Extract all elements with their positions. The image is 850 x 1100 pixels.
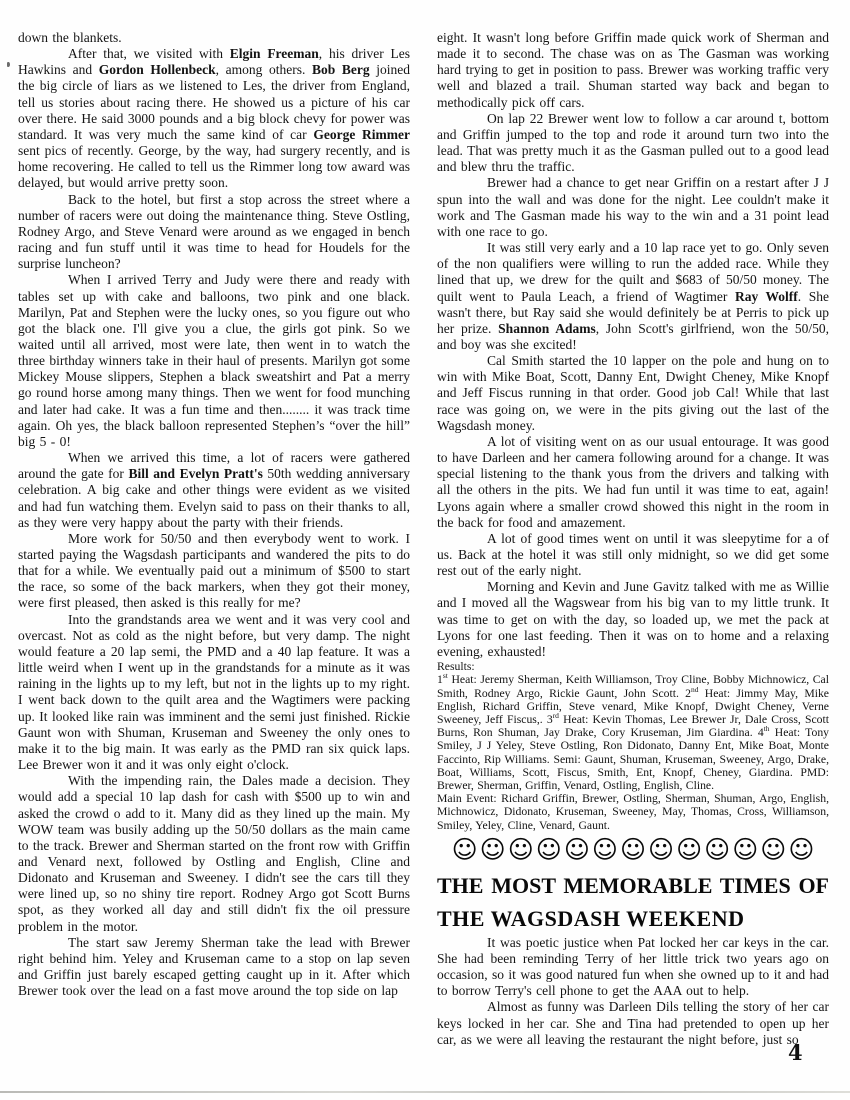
smiley-icon: ☺: [619, 834, 647, 864]
body-paragraph: eight. It wasn't long before Griffin made quick work of Sherman and made it to second. The chase was on as The Gasman was working hard trying to get in position to pass. Brewer was working traffic very well and blazed a trail. Shuman started way back and began to methodically pick off cars.: [437, 30, 829, 110]
page-number: 4: [788, 1040, 803, 1065]
smiley-icon: ☺: [676, 834, 703, 864]
section-heading: [437, 869, 829, 935]
body-paragraph: Into the grandstands area we went and it was very cool and overcast. Not as cold as the night before, but very damp. The night would feature a 20 lap semi, the PMD and a 40 lap feature. It was a little weird when I went up in the grandstands for a minute as it was raining in the lights up to my left, but not in the lights up to my right. I went back down to the quilt area and the Wagtimers were packing up. It looked like rain was imminent and the semi just finished. Rickie Gaunt won with Shuman, Kruseman and Sweeney the only ones to make it to the big main. It was early as the PMD ran six quick laps. Lee Brewer won it and it was only eight o'clock.: [18, 611, 410, 773]
results-main-event: Main Event: Richard Griffin, Brewer, Ostling, Sherman, Shuman, Argo, English, Michnowicz, Didonato, Kruseman, Sweeney, May, Thomas, Cross, Williamson, Smiley, Yeley, Cline, Venard, Gaunt.: [437, 792, 829, 832]
body-paragraph: After that, we visited with Elgin Freeman, his driver Les Hawkins and Gordon Hollenbeck, among others. Bob Berg joined the big circle of liars as we listened to Les, the driver from England, tell us stories about racing there. He showed us a picture of his car over there. He said 3000 pounds and a big block chevy for power was standard. It was very much the same kind of car George Rimmer sent pics of recently. George, by the way, had surgery recently, and is home recovering. He called to tell us the Rimmer long tow award was delayed, but would arrive pretty soon.: [18, 46, 411, 191]
smiley-icon: ☺: [788, 834, 815, 864]
section-heading-line: THE WAGSDASH WEEKEND: [437, 905, 745, 931]
body-paragraph: A lot of visiting went on as our usual entourage. It was good to have Darleen and her camera following around for a change. It was special listening to the thank yous from the drivers and talking with all the others in the pits. We had fun until it was time to eat, again! Lyons again where a smaller crowd showed this night in the room in the back for food and amazement.: [437, 433, 829, 530]
smiley-icon: ☺: [591, 834, 618, 864]
body-paragraph: When we arrived this time, a lot of racers were gathered around the gate for Bill and Evelyn Pratt's 50th wedding anniversary celebration. A big cake and other things were evident as we visited and had fun watching them. Evelyn said to pass on their thanks to all, as they were very happy about the party with their friends.: [18, 450, 411, 530]
smiley-icon: ☺: [479, 834, 506, 864]
body-paragraph: It was poetic justice when Pat locked her car keys in the car. She had been reminding Terry of her little trick two years ago on occasion, so it was good natured fun when she owned up to it and had to borrow Terry's cell phone to get the AAA out to help.: [437, 934, 829, 999]
scan-artifact-dot: [7, 62, 10, 67]
results-heading: Results:: [437, 660, 475, 674]
body-paragraph: When I arrived Terry and Judy were there and ready with tables set up with cake and balloons, two pink and one black. Marilyn, Pat and Stephen were the lucky ones, so you figure out who got the black one. I'll give you a clue, the girls got pink. So we waited until all arrived, most were late, then went in to watch the three birthday winners take in their haul of presents. Marilyn got some Mickey Mouse slippers, Stephen a black sweatshirt and Pat a merry go round horse among many things. Then we went for food munching and later had cake. It was a fun time and then........ it was track time again. Oh yes, the black balloon represented Stephen’s “over the hill” big 5 - 0!: [18, 272, 410, 449]
smiley-icon: ☺: [704, 834, 731, 864]
body-paragraph: Brewer had a chance to get near Griffin on a restart after J J spun into the wall and was done for the night. Lee couldn't make it work and The Gasman made his way to the win and a 31 point lead with one race to go.: [437, 175, 829, 239]
body-paragraph: Almost as funny was Darleen Dils telling the story of her car keys locked in her car. She and Tina had pretended to open up her car, as we were all leaving the restaurant the night before, just so: [437, 999, 829, 1047]
smiley-icon: ☺: [732, 834, 759, 864]
body-paragraph: The start saw Jeremy Sherman take the lead with Brewer right behind him. Yeley and Kruseman came to a stop on lap seven and Griffin just barely escaped getting caught up in it. After which Brewer took over the lead on a fast move around the top side on lap: [18, 934, 410, 999]
body-paragraph: Cal Smith started the 10 lapper on the pole and hung on to win with Mike Boat, Scott, Danny Ent, Dwight Cheney, Mike Knopf and Jeff Fiscus running in that order. Good job Cal! While that last race was going on, we were in the pits giving out the last of the Wagsdash money.: [437, 353, 829, 433]
smiley-icon: ☺: [760, 834, 787, 864]
body-paragraph: Back to the hotel, but first a stop across the street where a number of racers were out doing the maintenance thing. Steve Ostling, Rodney Argo, and Steve Venard were around as we engaged in bench racing and fun stuff until it was time to head for Houdels for the surprise luncheon?: [18, 191, 410, 272]
body-paragraph: down the blankets.: [18, 30, 122, 45]
body-paragraph: With the impending rain, the Dales made a decision. They would add a special 10 lap dash for cash with $500 up to win and asked the crowd o add to it. Many did as they lined up the main. My WOW team was busily adding up the 50/50 dollars as the main came to the track. Brewer and Sherman started on the front row with Griffin and Venard next, followed by Ostling and English, Cline and Didonato and Kruseman and Sweeney. I didn't see the cars till they were lined up, so no shiny tire report. Rodney Argo got Scott Burns spot, as they worked all day and still didn't fix the oil pressure problem in the motor.: [18, 773, 410, 934]
section-heading-line: THE MOST MEMORABLE TIMES OF: [437, 872, 829, 898]
left-column: [18, 30, 410, 999]
scan-edge-line: [0, 1091, 850, 1093]
results-heats-list: 1st Heat: Jeremy Sherman, Keith Williamson, Troy Cline, Bobby Michnowicz, Cal Smith, Rodney Argo, Rickie Gaunt, John Scott. 2nd Heat: Jimmy May, Mike English, Richard Griffin, Steve venard, Mike Knopf, Dwight Cheney, Verne Sweeney, Jeff Fiscus,. 3rd Heat: Kevin Thomas, Lee Brewer Jr, Dale Cross, Scott Burns, Ron Shuman, Jay Drake, Cory Kruseman, Jim Giardina. 4th Heat: Tony Smiley, J J Yeley, Steve Ostling, Ron Didonato, Danny Ent, Mike Boat, Monte Faccinto, Rip Williams. Semi: Gaunt, Shuman, Kruseman, Sweeney, Argo, Drake, Boat, Williams, Scott, Fiscus, Smith, Ent, Knopf, Cheney, Giardina. PMD: Brewer, Sherman, Griffin, Venard, Ostling, English, Cline.: [437, 671, 830, 792]
body-paragraph: More work for 50/50 and then everybody went to work. I started paying the Wagsdash participants and wandered the pits to do that for a while. We eventually paid out a minimum of $500 to start the race, so some of the back markers, when they got their money, were first pleased, then asked is this really for me?: [18, 530, 410, 611]
body-paragraph: On lap 22 Brewer went low to follow a car around t, bottom and Griffin jumped to the top and rode it around turn two into the lead. That was pretty much it as the Gasman pulled out to a good lead and blew thru the traffic.: [437, 110, 829, 175]
smiley-icon: ☺: [563, 834, 590, 864]
body-paragraph: Morning and Kevin and June Gavitz talked with me as Willie and I moved all the Wagswear from his big van to my little trunk. It was time to get on with the day, so loaded up, we met the pack at Lyons for one last feeding. Then it was on to home and a relaxing evening, exhausted!: [437, 579, 829, 659]
smiley-icon: ☺: [648, 834, 675, 864]
right-column: [437, 30, 829, 1048]
smiley-icon: ☺: [507, 834, 534, 864]
body-paragraph: A lot of good times went on until it was sleepytime for a of us. Back at the hotel it was still only midnight, so we did get some rest out of the early night.: [437, 530, 829, 579]
smiley-icon: ☺: [451, 834, 478, 864]
body-paragraph: It was still very early and a 10 lap race yet to go. Only seven of the non qualifiers were willing to run the added race. While they lined that up, we drew for the quilt and $683 of 50/50 money. The quilt went to Paula Leach, a friend of Wagtimer Ray Wolff. She wasn't there, but Ray said she would definitely be at Perris to pick up her prize. Shannon Adams, John Scott's girlfriend, won the 50/50, and boy was she excited!: [437, 240, 830, 352]
smiley-row: [437, 834, 829, 866]
smiley-icon: ☺: [535, 834, 562, 864]
